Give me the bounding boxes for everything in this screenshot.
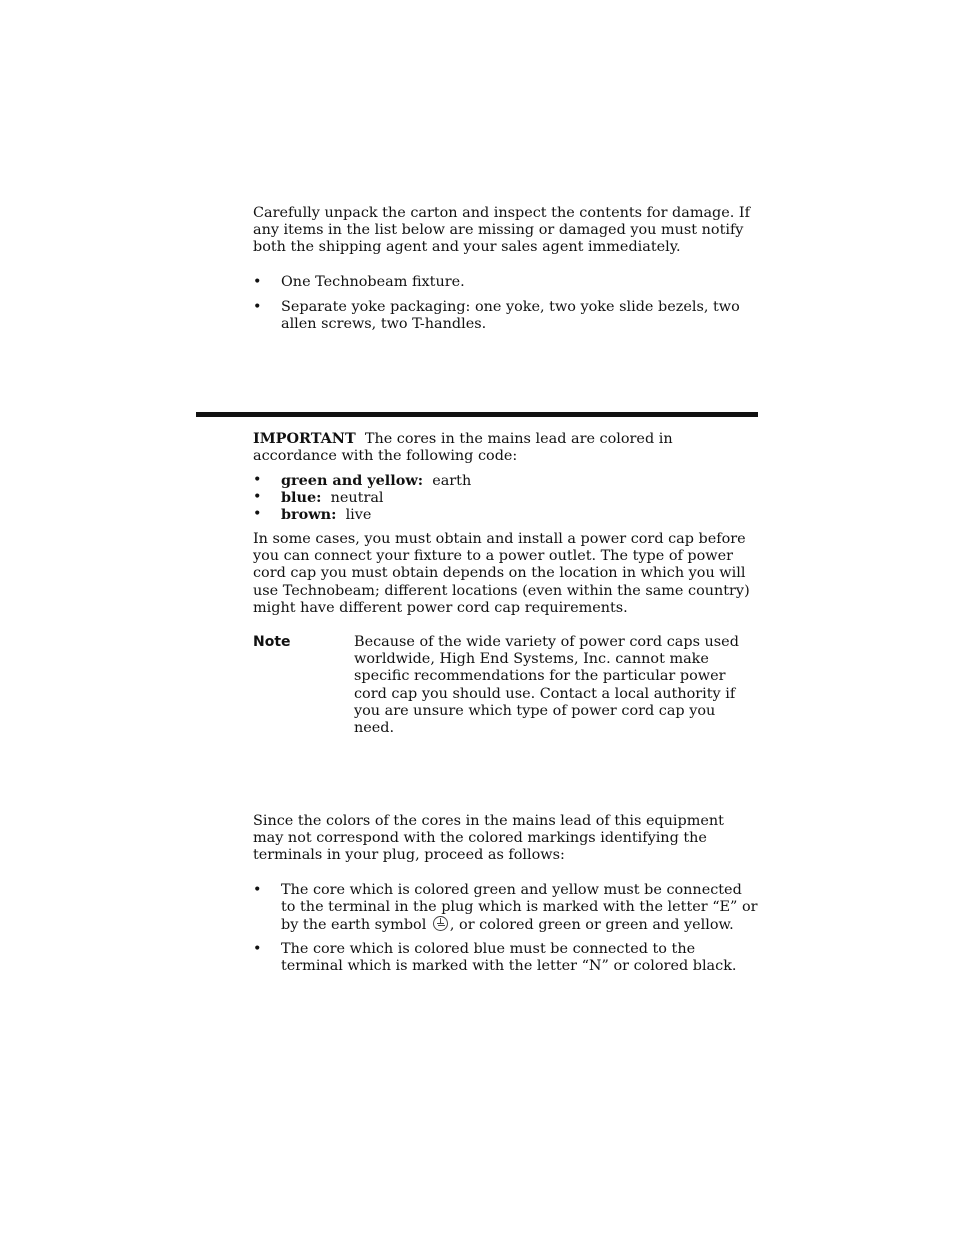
wiring-bullet-text: The core which is colored blue must be connected to the terminal which is marked with the letter “N” or colored black.: [281, 941, 737, 975]
section-divider: [196, 412, 758, 417]
code-value: earth: [432, 473, 472, 489]
note-label: Note: [253, 634, 291, 650]
code-key: brown:: [281, 506, 337, 523]
important-paragraph: [253, 430, 758, 465]
bullet: •: [253, 506, 262, 522]
code-value: live: [345, 507, 372, 523]
wiring-bullet-text-end: , or colored green or green and yellow.: [449, 917, 734, 934]
bullet: •: [253, 489, 262, 505]
note-text: Because of the wide variety of power cord caps used worldwide, High End Systems, Inc. cannot make specific recommendations for the particular power cord cap you should use. Contact a local authority if you are unsure which type of power cord cap you need.: [354, 634, 739, 737]
bullet: •: [253, 274, 262, 290]
code-key: green and yellow:: [281, 472, 424, 489]
bullet: •: [253, 299, 262, 315]
wiring-bullet-text: The core which is colored green and yellow must be connected to the terminal in the plug which is marked with the letter “E” or by the earth symbol: [281, 882, 758, 934]
unpack-intro: Carefully unpack the carton and inspect the contents for damage. If any items in the list below are missing or damaged you must notify both the shipping agent and your sales agent immediately.: [253, 205, 750, 256]
bullet: •: [253, 941, 262, 957]
code-value: neutral: [330, 490, 384, 506]
important-label: IMPORTANT: [253, 430, 356, 447]
bullet: •: [253, 472, 262, 488]
power-cord-paragraph: In some cases, you must obtain and install a power cord cap before you can connect your fixture to a power outlet. The type of power cord cap you must obtain depends on the location in which you will use Technobeam; different locations (even within the same country) might have different power cord cap requirements.: [253, 531, 750, 616]
list-item-text: One Technobeam fixture.: [281, 274, 465, 290]
bullet: •: [253, 882, 262, 898]
code-key: blue:: [281, 489, 322, 506]
list-item-text: Separate yoke packaging: one yoke, two yoke slide bezels, two allen screws, two T-handles.: [281, 299, 740, 333]
earth-symbol-icon: [433, 916, 448, 931]
important-text: The cores in the mains lead are colored in accordance with the following code:: [253, 431, 673, 465]
wiring-intro: Since the colors of the cores in the mains lead of this equipment may not correspond with the colored markings identifying the terminals in your plug, proceed as follows:: [253, 813, 724, 864]
